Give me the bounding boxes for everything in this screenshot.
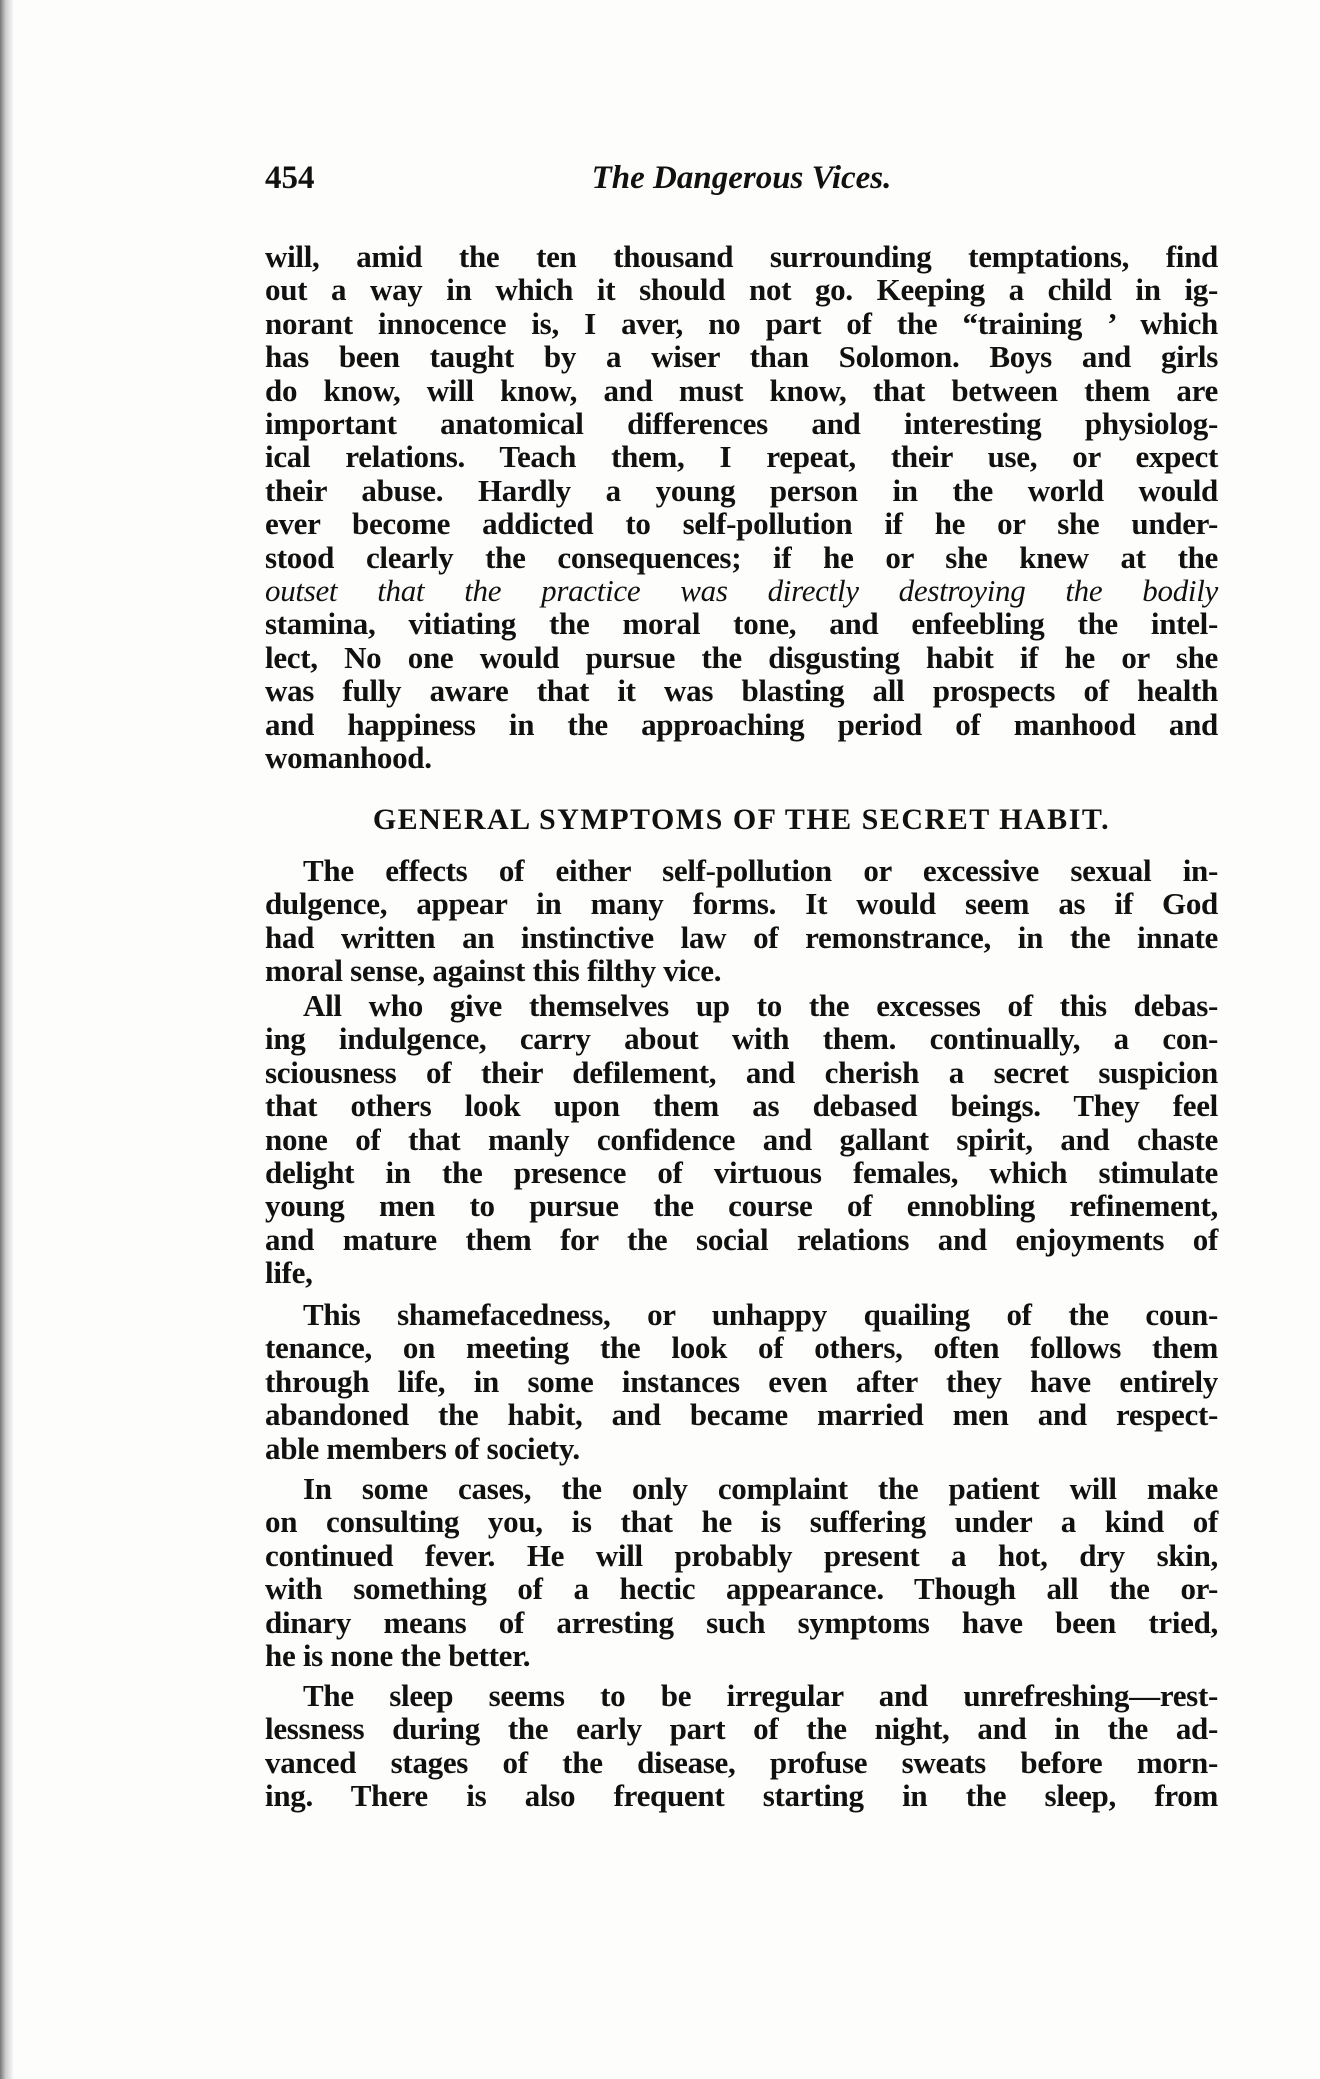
- text-line: life,: [265, 1255, 313, 1291]
- running-title: The Dangerous Vices.: [591, 160, 892, 196]
- text-line: The sleep seems to be irregular and unrefreshing—rest-: [303, 1678, 1218, 1713]
- text-line: delight in the presence of virtuous females, which stimulate: [265, 1155, 1218, 1191]
- text-line: able members of society.: [265, 1430, 580, 1466]
- paragraph-fever: [265, 1472, 1218, 1672]
- text-line: ing indulgence, carry about with them. continually, a con-: [265, 1021, 1218, 1057]
- text-line: out a way in which it should not go. Keeping a child in ig-: [265, 272, 1218, 308]
- paragraph-sleep: [265, 1679, 1218, 1813]
- paragraph-shamefacedness: [265, 1298, 1218, 1465]
- text-line: The effects of either self-pollution or excessive sexual in-: [303, 853, 1218, 888]
- page-number: 454: [265, 160, 315, 196]
- text-line: lessness during the early part of the night, and in the ad-: [265, 1711, 1218, 1747]
- text-line: norant innocence is, I aver, no part of the “training ’ which: [265, 305, 1218, 341]
- text-line: ever become addicted to self-pollution if he or she under-: [265, 506, 1218, 542]
- paragraph-consciousness: [265, 989, 1218, 1290]
- section-heading: GENERAL SYMPTOMS OF THE SECRET HABIT.: [372, 803, 1111, 836]
- text-line: stood clearly the consequences; if he or she knew at the: [265, 539, 1218, 575]
- text-line: that others look upon them as debased beings. They feel: [265, 1088, 1218, 1124]
- text-line: ical relations. Teach them, I repeat, their use, or expect: [265, 439, 1218, 475]
- text-line: had written an instinctive law of remonstrance, in the innate: [265, 919, 1218, 955]
- running-header: [265, 160, 1218, 200]
- text-line: important anatomical differences and interesting physiolog-: [265, 406, 1218, 442]
- text-line: he is none the better.: [265, 1638, 531, 1674]
- text-line: none of that manly confidence and gallant spirit, and chaste: [265, 1121, 1218, 1157]
- text-line: with something of a hectic appearance. Though all the or-: [265, 1571, 1218, 1607]
- text-line: outset that the practice was directly destroying the bodily: [265, 573, 1218, 609]
- page-binding-edge: [0, 0, 14, 2079]
- text-line: lect, No one would pursue the disgusting habit if he or she: [265, 639, 1218, 675]
- text-line: This shamefacedness, or unhappy quailing of the coun-: [303, 1297, 1218, 1332]
- text-line: do know, will know, and must know, that between them are: [265, 372, 1218, 408]
- text-line: In some cases, the only complaint the patient will make: [303, 1471, 1218, 1506]
- text-line: their abuse. Hardly a young person in the world would: [265, 472, 1218, 508]
- paragraph-intro: [265, 240, 1218, 775]
- text-line: will, amid the ten thousand surrounding temptations, find: [265, 239, 1218, 274]
- text-line: vanced stages of the disease, profuse sweats before morn-: [265, 1744, 1218, 1780]
- text-line: was fully aware that it was blasting all prospects of health: [265, 673, 1218, 709]
- text-line: sciousness of their defilement, and cherish a secret suspicion: [265, 1054, 1218, 1090]
- text-line: ing. There is also frequent starting in the sleep, from: [265, 1778, 1218, 1814]
- text-line: continued fever. He will probably present a hot, dry skin,: [265, 1537, 1218, 1573]
- text-line: and happiness in the approaching period of manhood and: [265, 706, 1218, 742]
- text-line: dulgence, appear in many forms. It would seem as if God: [265, 886, 1218, 922]
- text-line: moral sense, against this filthy vice.: [265, 953, 722, 989]
- text-line: All who give themselves up to the excesses of this debas-: [303, 988, 1218, 1023]
- text-line: stamina, vitiating the moral tone, and enfeebling the intel-: [265, 606, 1218, 642]
- text-line: dinary means of arresting such symptoms have been tried,: [265, 1604, 1218, 1640]
- paragraph-effects: [265, 854, 1218, 988]
- text-line: has been taught by a wiser than Solomon. Boys and girls: [265, 339, 1218, 375]
- text-line: abandoned the habit, and became married men and respect-: [265, 1397, 1218, 1433]
- text-line: on consulting you, is that he is suffering under a kind of: [265, 1504, 1218, 1540]
- text-line: young men to pursue the course of ennobling refinement,: [265, 1188, 1218, 1224]
- text-line: tenance, on meeting the look of others, often follows them: [265, 1330, 1218, 1366]
- text-line: womanhood.: [265, 740, 432, 776]
- text-line: through life, in some instances even after they have entirely: [265, 1363, 1218, 1399]
- text-line: and mature them for the social relations and enjoyments of: [265, 1221, 1218, 1257]
